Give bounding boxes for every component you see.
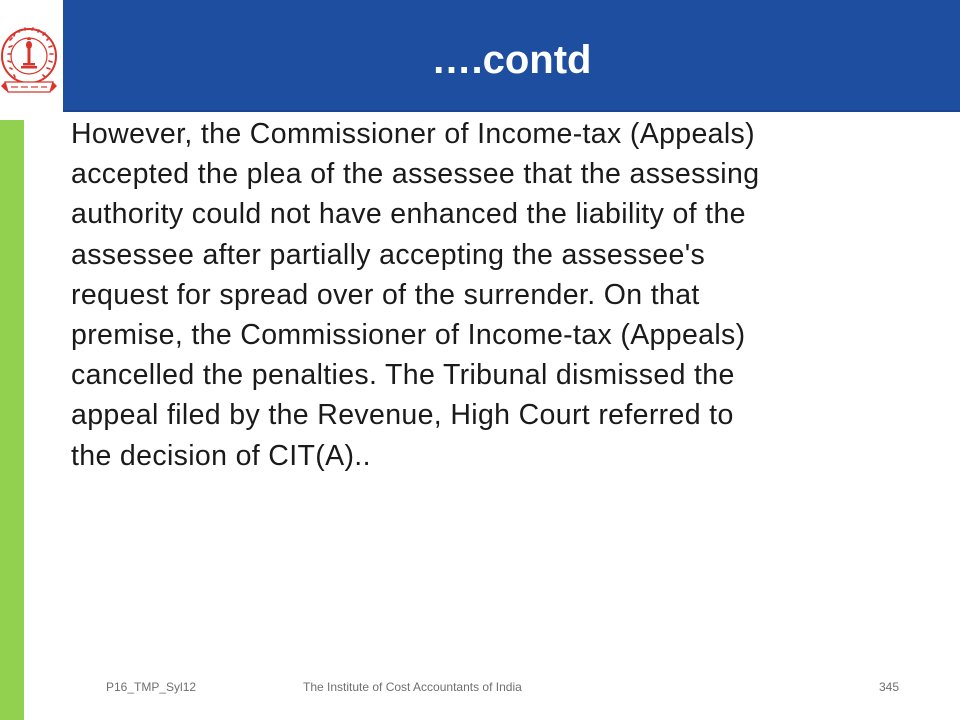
- body-line: However, the Commissioner of Income-tax (Appeals): [71, 118, 755, 150]
- body-line: assessee after partially accepting the assessee's: [71, 238, 706, 271]
- body-line: the decision of CIT(A)..: [71, 439, 371, 472]
- body-line: authority could not have enhanced the liability of the: [71, 198, 746, 231]
- logo-container: [0, 0, 62, 112]
- accent-bar: [0, 120, 24, 720]
- body-line: cancelled the penalties. The Tribunal dismissed the: [71, 359, 735, 392]
- title-bar-edge: [63, 110, 960, 112]
- body-line: premise, the Commissioner of Income-tax (Appeals): [71, 319, 746, 352]
- body-line: accepted the plea of the assessee that the assessing: [71, 158, 760, 191]
- body-text: [71, 114, 941, 476]
- footer-course-code: P16_TMP_Syl12: [106, 680, 197, 694]
- slide-title: ….contd: [431, 38, 592, 82]
- footer-organization: The Institute of Cost Accountants of India: [303, 680, 522, 694]
- institute-seal-icon: [0, 0, 62, 112]
- body-line: appeal filed by the Revenue, High Court referred to: [71, 399, 734, 432]
- body-line: request for spread over of the surrender. On that: [71, 278, 700, 311]
- footer-page-number: 345: [879, 680, 900, 694]
